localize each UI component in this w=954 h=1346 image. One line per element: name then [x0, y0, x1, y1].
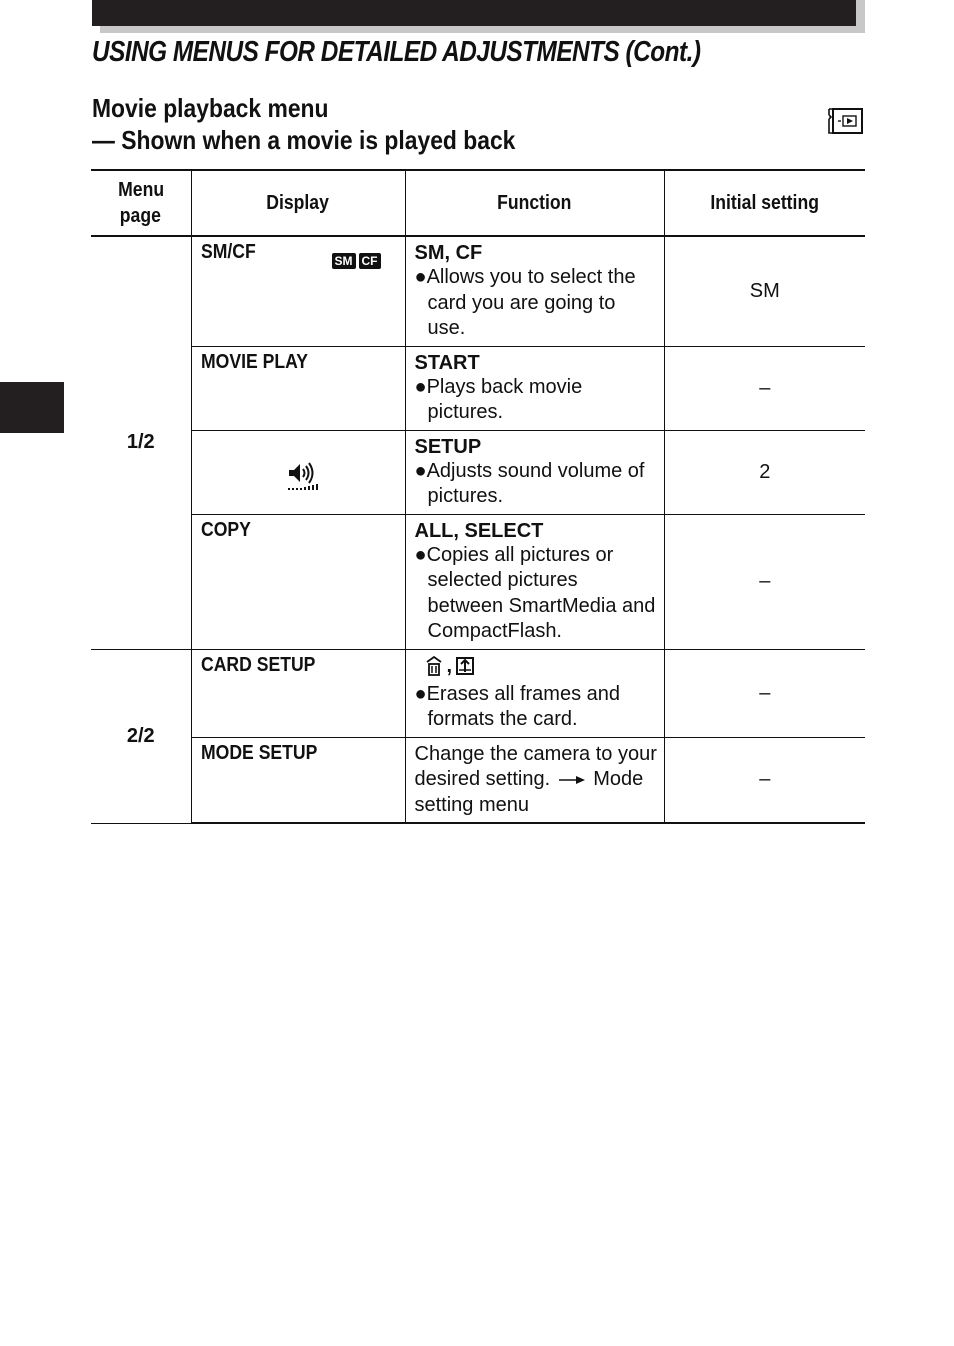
function-description: ●Copies all pictures or selected pictures between SmartMedia and CompactFlash. [414, 543, 656, 642]
menu-page-cell: 1/2 [91, 236, 191, 649]
table-row [91, 514, 865, 649]
function-description: ●Allows you to select the card you are going to use. [414, 266, 636, 339]
display-cell [191, 649, 405, 737]
header-menu-page [91, 170, 191, 236]
initial-setting-cell: – [664, 737, 865, 823]
initial-setting-cell: – [664, 649, 865, 737]
header-function: Function [405, 170, 664, 236]
initial-setting-cell: 2 [664, 430, 865, 514]
movie-playback-menu-table [91, 169, 865, 824]
function-cell [405, 737, 664, 823]
table-row [91, 346, 865, 430]
display-cell [191, 737, 405, 823]
function-description: ●Plays back movie pictures. [414, 375, 583, 423]
chapter-tab [0, 382, 64, 433]
function-description: ●Erases all frames and formats the card. [414, 682, 620, 730]
function-cell [405, 430, 664, 514]
function-title: START [414, 351, 480, 374]
header-menu-page-line2: page [120, 205, 162, 227]
display-cell [191, 346, 405, 430]
display-cell [191, 236, 405, 346]
function-description-part1: Change the camera to your desired setting. [414, 742, 657, 790]
page-title: USING MENUS FOR DETAILED ADJUSTMENTS (Cont.) [92, 36, 701, 68]
format-icon [456, 657, 474, 675]
table-row [91, 430, 865, 514]
function-title: SETUP [414, 435, 482, 458]
display-label: MODE SETUP [200, 741, 317, 764]
display-label: CARD SETUP [200, 653, 315, 676]
speaker-volume-icon [286, 461, 320, 491]
function-title [415, 654, 658, 682]
initial-setting-cell: – [664, 346, 865, 430]
function-cell [405, 649, 664, 737]
function-description [415, 742, 658, 819]
initial-setting-cell: – [664, 514, 865, 649]
display-cell [191, 430, 405, 514]
function-description-part2: Mode setting menu [414, 768, 644, 816]
table-header-row [91, 170, 865, 236]
display-label: COPY [200, 518, 251, 541]
erase-icon [425, 656, 443, 676]
function-cell [405, 346, 664, 430]
cf-badge-icon: CF [359, 253, 381, 269]
display-cell [191, 514, 405, 649]
arrow-right-icon [558, 775, 586, 785]
subtitle-line-2: — Shown when a movie is played back [92, 125, 516, 155]
function-title: SM, CF [414, 242, 483, 264]
subtitle-line-1: Movie playback menu [92, 93, 329, 123]
display-label: SM/CF [200, 241, 256, 263]
initial-setting-cell: SM [664, 236, 865, 346]
card-badges [329, 248, 381, 271]
header-bar [92, 0, 856, 26]
sm-badge-icon: SM [332, 253, 356, 269]
function-cell [405, 514, 664, 649]
function-title: ALL, SELECT [414, 519, 544, 542]
table-row [91, 649, 865, 737]
table-row [91, 236, 865, 346]
header-menu-page-line1: Menu [117, 179, 164, 201]
table-row [91, 737, 865, 823]
function-cell [405, 236, 664, 346]
section-subtitle [92, 92, 515, 156]
icon-separator: , [446, 654, 453, 677]
movie-playback-mode-icon [826, 106, 864, 136]
header-display: Display [191, 170, 405, 236]
menu-page-cell: 2/2 [91, 649, 191, 823]
display-label: MOVIE PLAY [200, 350, 308, 373]
function-description: ●Adjusts sound volume of pictures. [414, 459, 645, 507]
header-initial-setting: Initial setting [664, 170, 865, 236]
